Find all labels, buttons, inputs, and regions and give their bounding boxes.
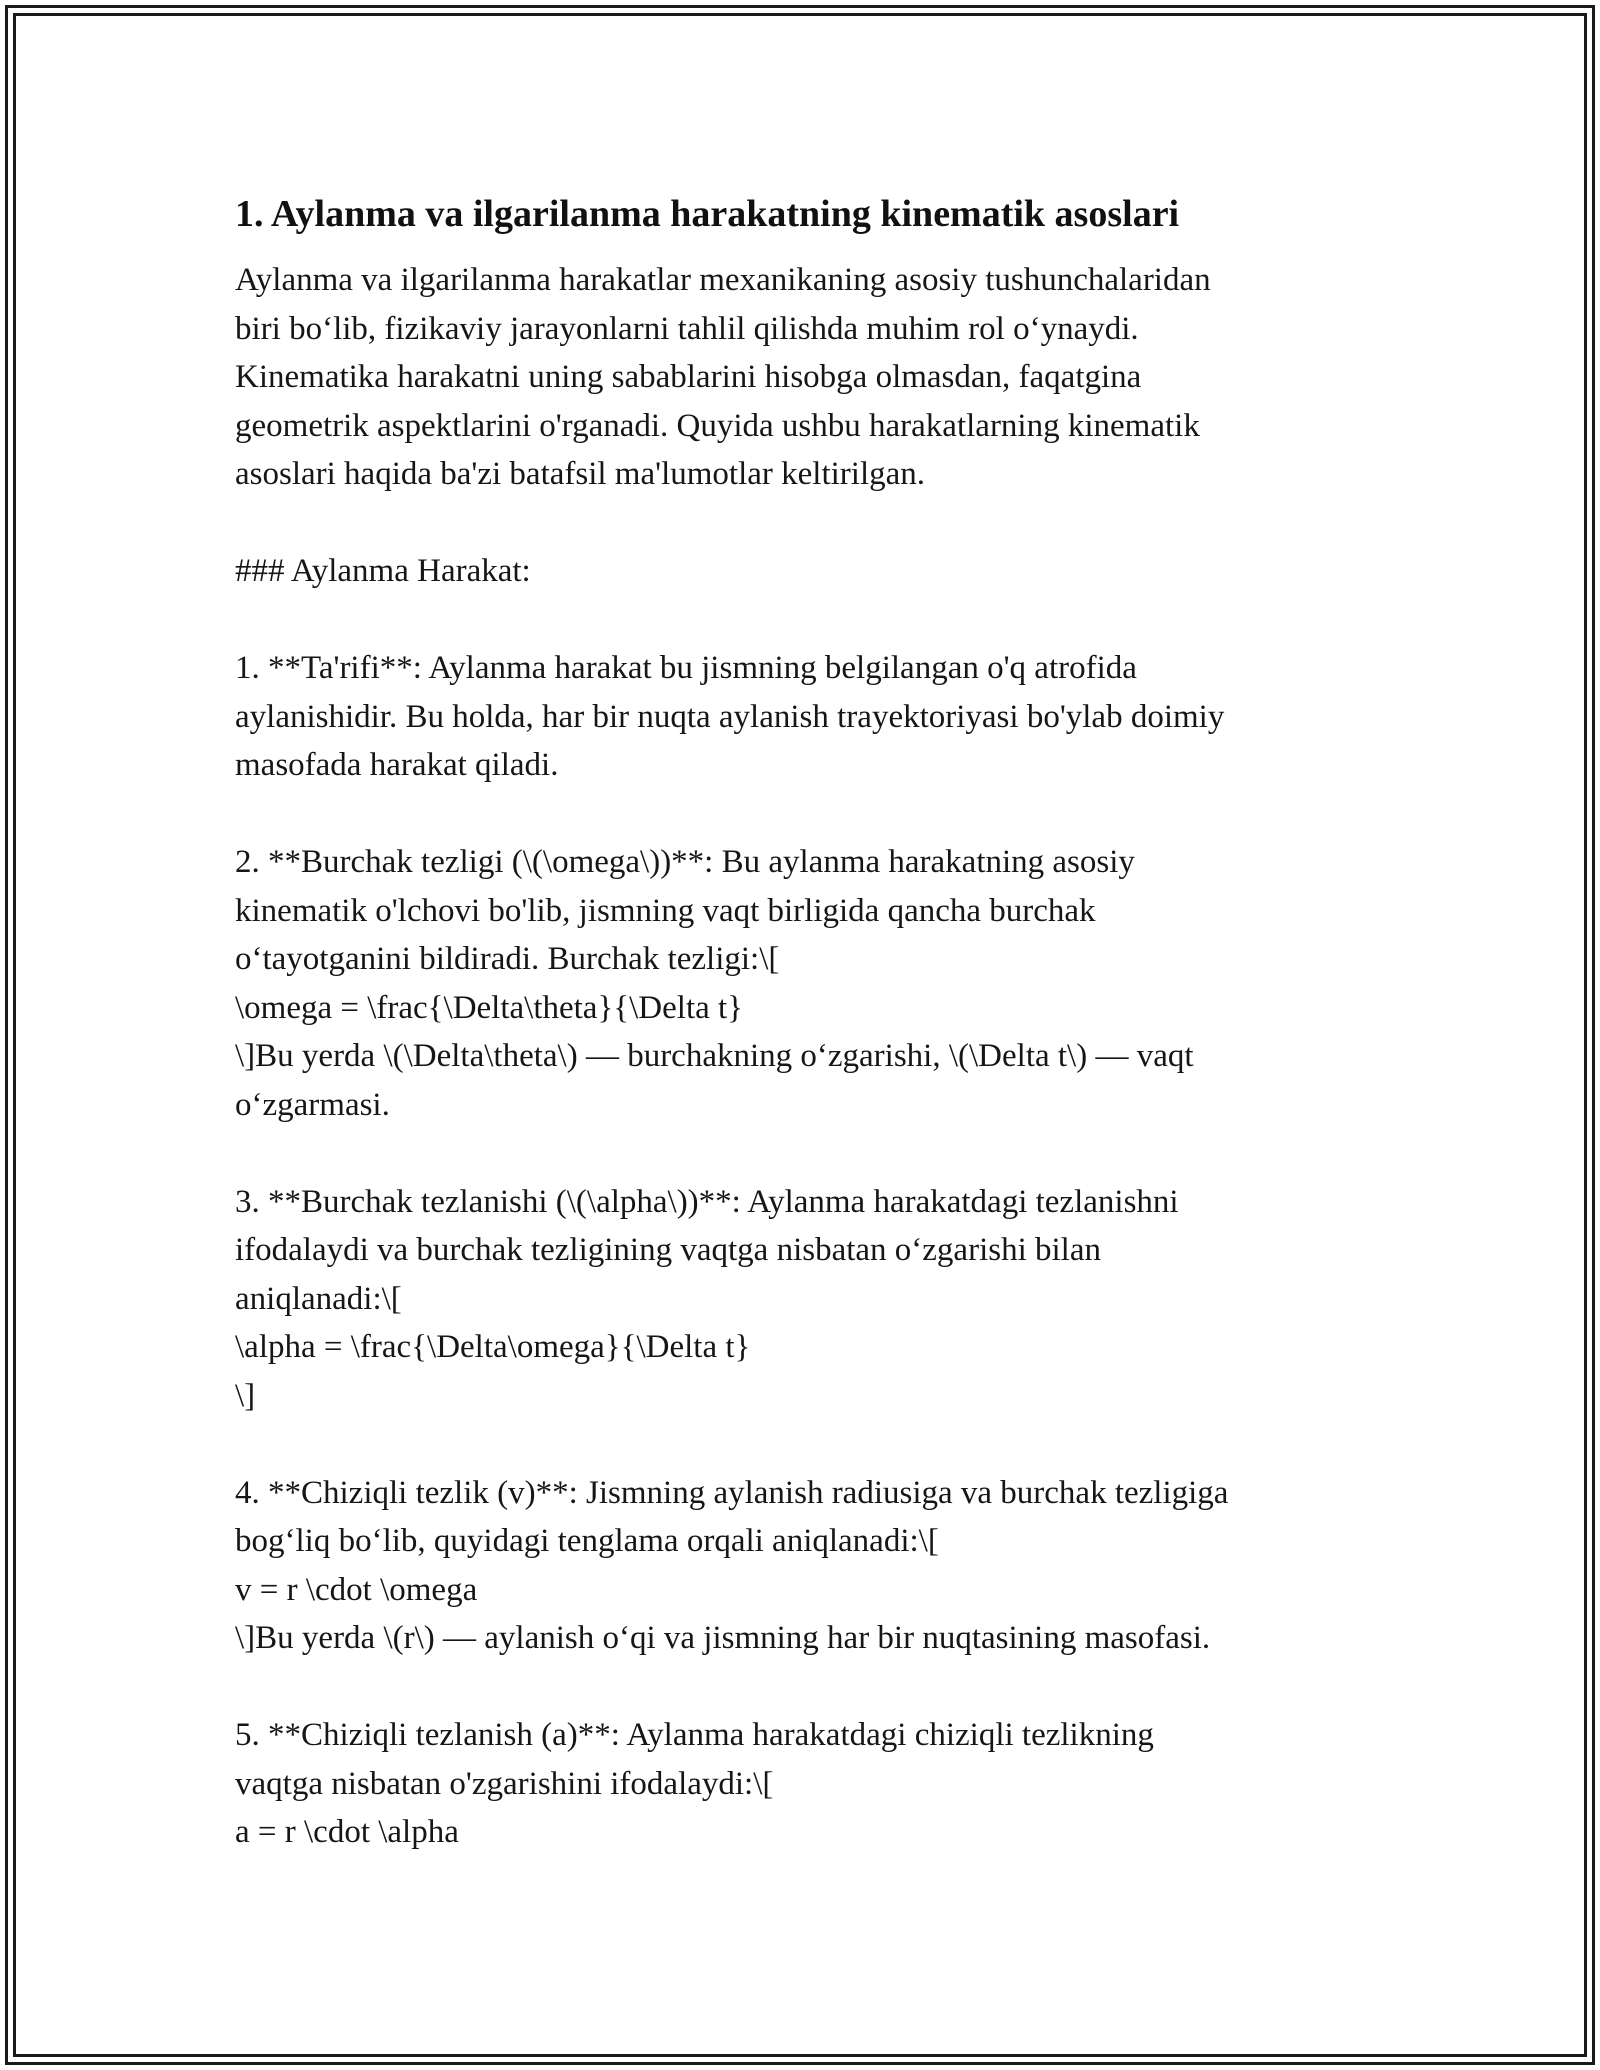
formula-line: a = r \cdot \alpha: [235, 1814, 459, 1850]
formula-line: \alpha = \frac{\Delta\omega}{\Delta t}: [235, 1329, 751, 1365]
document-text: [235, 256, 1365, 1857]
formula-line: v = r \cdot \omega: [235, 1571, 478, 1608]
text-line: geometrik aspektlarini o'rganadi. Quyida ushbu harakatlarning kinematik: [235, 407, 1200, 444]
blank-line: [235, 790, 1365, 839]
section-heading: ### Aylanma Harakat:: [235, 553, 531, 589]
text-line: Aylanma va ilgarilanma harakatlar mexanikaning asosiy tushunchalaridan: [235, 262, 1211, 298]
text-line: 4. **Chiziqli tezlik (v)**: Jismning aylanish radiusiga va burchak tezligiga: [235, 1474, 1229, 1511]
text-line: 3. **Burchak tezlanishi (\(\alpha\))**: Aylanma harakatdagi tezlanishni: [235, 1183, 1179, 1220]
text-line: \]Bu yerda \(\Delta\theta\) — burchakning o‘zgarishi, \(\Delta t\) — vaqt: [235, 1038, 1194, 1074]
blank-line: [235, 596, 1365, 645]
text-line: masofada harakat qiladi.: [235, 747, 559, 783]
document-body: [235, 186, 1365, 1857]
blank-line: [235, 1663, 1365, 1712]
blank-line: [235, 499, 1365, 548]
blank-line: [235, 1129, 1365, 1178]
text-line: kinematik o'lchovi bo'lib, jismning vaqt birligida qancha burchak: [235, 892, 1096, 929]
text-line: o‘tayotganini bildiradi. Burchak tezligi:\[: [235, 941, 780, 977]
text-line: asoslari haqida ba'zi batafsil ma'lumotlar keltirilgan.: [235, 456, 926, 492]
document-title: 1. Aylanma va ilgarilanma harakatning kinematik asoslari: [235, 193, 1180, 235]
text-line: \]Bu yerda \(r\) — aylanish o‘qi va jismning har bir nuqtasining masofasi.: [235, 1620, 1211, 1656]
text-line: vaqtga nisbatan o'zgarishini ifodalaydi:\[: [235, 1765, 774, 1802]
formula-line: \omega = \frac{\Delta\theta}{\Delta t}: [235, 989, 744, 1026]
text-line: aniqlanadi:\[: [235, 1280, 402, 1317]
text-line: o‘zgarmasi.: [235, 1086, 390, 1123]
text-line: 1. **Ta'rifi**: Aylanma harakat bu jismning belgilangan o'q atrofida: [235, 650, 1137, 686]
text-line: Kinematika harakatni uning sabablarini hisobga olmasdan, faqatgina: [235, 359, 1142, 395]
text-line: bog‘liq bo‘lib, quyidagi tenglama orqali aniqlanadi:\[: [235, 1523, 939, 1559]
text-line: aylanishidir. Bu holda, har bir nuqta aylanish trayektoriyasi bo'ylab doimiy: [235, 698, 1225, 735]
text-line: ifodalaydi va burchak tezligining vaqtga nisbatan o‘zgarishi bilan: [235, 1232, 1101, 1268]
text-line: 5. **Chiziqli tezlanish (a)**: Aylanma harakatdagi chiziqli tezlikning: [235, 1717, 1154, 1753]
blank-line: [235, 1420, 1365, 1469]
text-line: 2. **Burchak tezligi (\(\omega\))**: Bu aylanma harakatning asosiy: [235, 844, 1135, 880]
text-line: biri bo‘lib, fizikaviy jarayonlarni tahlil qilishda muhim rol o‘ynaydi.: [235, 310, 1139, 347]
text-line: \]: [235, 1377, 256, 1414]
